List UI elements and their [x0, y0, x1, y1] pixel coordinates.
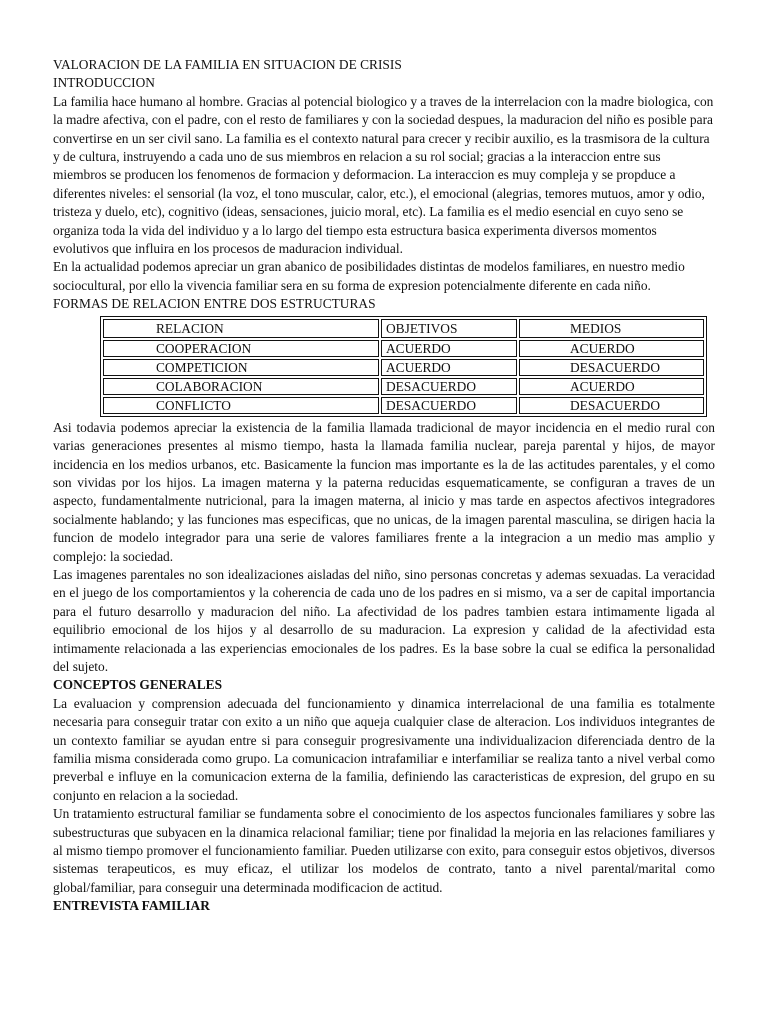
table-cell: DESACUERDO: [519, 359, 704, 376]
table-cell: ACUERDO: [381, 359, 517, 376]
table-cell: DESACUERDO: [519, 397, 704, 414]
table-header-cell: OBJETIVOS: [381, 319, 517, 338]
paragraph-6: Un tratamiento estructural familiar se fundamenta sobre el conocimiento de los aspectos funcionales familiares y sobre las subestructuras que subyacen en la dinamica relacional familiar; tiene por finalidad la mejoria en las relaciones familiares y al mismo tiempo promover el funcionamiento familiar. Pueden utilizarse con exito, para conseguir estos objetivos, diversos sistemas terapeuticos, es muy eficaz, el utilizar los modelos de contrato, tanto a nivel parental/marital como global/familiar, para conseguir una determinada modificacion de actitud.: [53, 806, 715, 895]
paragraph-4: Las imagenes parentales no son idealizaciones aisladas del niño, sino personas concretas y ademas sexuadas. La veracidad en el juego de los comportamientos y la coherencia de cada uno de los padres en si mismo, va a ser de capital importancia para el futuro desarrollo y maduracion del niño. La afectividad de los padres tambien estara intimamente ligada al equilibrio emocional de los hijos y al desarrollo de su maduracion. La expresion y calidad de la afectividad esta intimamente relacionada a las experiencias emocionales de los padres. Es la base sobre la cual se edifica la personalidad del sujeto.: [53, 566, 715, 674]
table-row: [103, 340, 704, 357]
table-header-cell: RELACION: [103, 319, 379, 338]
table-row: [103, 359, 704, 376]
table-cell: ACUERDO: [519, 340, 704, 357]
table-cell: CONFLICTO: [103, 397, 379, 414]
table-cell: COLABORACION: [103, 378, 379, 395]
document-title: VALORACION DE LA FAMILIA EN SITUACION DE CRISIS: [53, 57, 402, 72]
paragraph-3: Asi todavia podemos apreciar la existencia de la familia llamada tradicional de mayor incidencia en el medio rural con varias generaciones presentes al mismo tiempo, hasta la llamada familia nuclear, pareja parental y hijos, de mayor incidencia en los medios urbanos, etc. Basicamente la funcion mas importante es la de las actitudes parentales, y el como son vividas por los hijos. La imagen materna y la paterna reducidas esquematicamente, se configuran a traves de un aspecto, fundamentalmente nutricional, para la imagen materna, al inicio y mas tarde en aspectos afectivos integradores socialmente hablando; y las funciones mas especificas, que no unicas, de la imagen parental masculina, se dirigen hacia la funcion de modelo integrador para una serie de valores familiares frente a la integracion a un medio mas amplio y complejo: la sociedad.: [53, 419, 715, 564]
table-header-cell: MEDIOS: [519, 319, 704, 338]
intro-paragraph-2: En la actualidad podemos apreciar un gran abanico de posibilidades distintas de modelos familiares, en nuestro medio sociocultural, por ello la vivencia familiar sera en su forma de expresion potencialmente diferente en cada niño.: [53, 259, 685, 293]
table-cell: DESACUERDO: [381, 397, 517, 414]
table-cell: COMPETICION: [103, 359, 379, 376]
table-cell: ACUERDO: [381, 340, 517, 357]
table-header-row: [103, 319, 704, 338]
entrevista-heading: ENTREVISTA FAMILIAR: [53, 898, 210, 914]
table-heading: FORMAS DE RELACION ENTRE DOS ESTRUCTURAS: [53, 296, 376, 312]
table-row: [103, 378, 704, 395]
paragraph-5: La evaluacion y comprension adecuada del funcionamiento y dinamica interrelacional de una familia es totalmente necesaria para conseguir tratar con exito a un niño que aqueja cualquier clase de alteracion. Los individuos integrantes de un contexto familiar se ayudan entre si para conseguir progresivamente una individualizacion diferenciada dentro de la familia misma considerada como grupo. La comunicacion intrafamiliar e interfamiliar se realiza tanto a nivel verbal como preverbal e influye en la comunicacion externa de la familia, definiendo las caracteristicas de expresion, del grupo en su conjunto en relacion a la sociedad.: [53, 695, 715, 803]
intro-heading: INTRODUCCION: [53, 75, 155, 91]
table-row: [103, 397, 704, 414]
document-page: [53, 56, 715, 916]
table-cell: COOPERACION: [103, 340, 379, 357]
table-cell: DESACUERDO: [381, 378, 517, 395]
intro-paragraph-1: La familia hace humano al hombre. Gracias al potencial biologico y a traves de la interrelacion con la madre biologica, con la madre afectiva, con el padre, con el resto de familiares y con la sociedad despues, la maduracion del niño es posible para convertirse en un ser civil sano. La familia es el contexto natural para crecer y recibir auxilio, es la trasmisora de la cultura y de cultura, instruyendo a cada uno de sus miembros en relacion a su rol social; gracias a la interaccion entre sus miembros se producen los fenomenos de formacion y deformacion. La interaccion es muy compleja y se propduce a diferentes niveles: el sensorial (la voz, el tono muscular, calor, etc.), el emocional (alegrias, temores mutuos, amor y odio, tristeza y duelo, etc), cognitivo (ideas, sensaciones, juicio moral, etc). La familia es el medio esencial en cuyo seno se organiza toda la vida del individuo y a lo largo del tiempo esta estructura basica experimenta diversos momentos evolutivos que influira en los procesos de maduracion individual.: [53, 93, 714, 257]
table-cell: ACUERDO: [519, 378, 704, 395]
conceptos-heading: CONCEPTOS GENERALES: [53, 677, 223, 693]
relation-table: [100, 316, 707, 417]
